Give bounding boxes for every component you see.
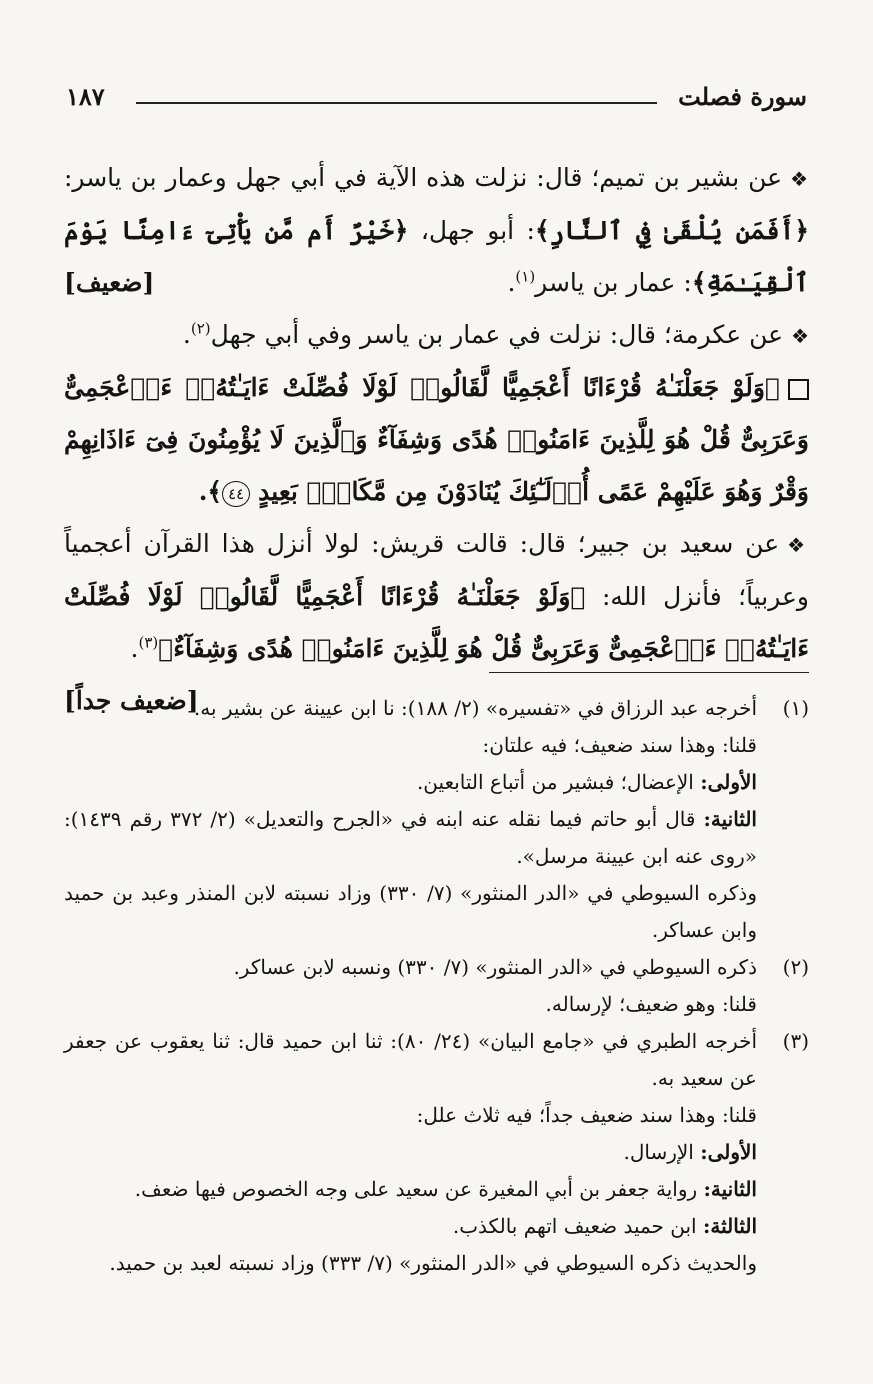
- narration-text: : عمار بن ياسر: [535, 268, 692, 297]
- sentence-end: .: [507, 268, 516, 297]
- footnote-line: [64, 801, 757, 875]
- quran-quote: ﴿وَلَوْ جَعَلْنَـٰهُ قُرْءَانًا أَعْجَمِيًّا لَّقَالُوا۟ لَوْلَا فُصِّلَتْ ءَايَـٰتُهُۥٓ ءَا۬عْجَمِىٌّ وَعَرَبِىٌّ قُلْ هُوَ لِلَّذِينَ ءَامَنُوا۟ هُدًى وَشِفَآءٌ﴾: [64, 582, 809, 663]
- narration-text: عن عكرمة؛ قال: نزلت في عمار بن ياسر وفي أبي جهل: [210, 320, 784, 349]
- footnote-line: [64, 1245, 757, 1282]
- verse-text: ﴿وَلَوْ جَعَلْنَـٰهُ قُرْءَانًا أَعْجَمِيًّا لَّقَالُوا۟ لَوْلَا فُصِّلَتْ ءَايَـٰتُهُۥٓ ءَا۬عْجَمِىٌّ وَعَرَبِىٌّ قُلْ هُوَ لِلَّذِينَ ءَامَنُوا۟ هُدًى وَشِفَآءٌ وَٱلَّذِينَ لَا يُؤْمِنُونَ فِىٓ ءَاذَانِهِمْ وَقْرٌ وَهُوَ عَلَيْهِمْ عَمًى أُو۟لَـٰٓئِكَ يُنَادَوْنَ مِن مَّكَانٍۭ بَعِيدٍ: [64, 373, 809, 506]
- hadith-paragraph: [64, 152, 809, 309]
- narration-text: : أبو جهل،: [408, 216, 535, 245]
- narration-text: عن سعيد بن جبير؛ قال: قالت قريش: لولا أنزل هذا القرآن أعجمياً وعربياً؛ فأنزل الله:: [64, 529, 809, 611]
- footnote-line: [64, 1023, 757, 1097]
- footnote-text: الإرسال.: [623, 1140, 701, 1164]
- footnote-label: الأولى:: [700, 770, 757, 794]
- footnote-text: رواية جعفر بن أبي المغيرة عن سعيد على وجه الخصوص فيها ضعف.: [134, 1177, 704, 1201]
- narration-text: عن بشير بن تميم؛ قال: نزلت هذه الآية في أبي جهل وعمار بن ياسر:: [64, 163, 783, 192]
- page-number: ١٨٧: [66, 82, 105, 111]
- footnote-text: الإعضال؛ فبشير من أتباع التابعين.: [416, 770, 701, 794]
- footnote-number: (١): [782, 696, 809, 720]
- hadith-grade: [ضعيف]: [64, 268, 155, 297]
- footnote-number: (٢): [782, 955, 809, 979]
- footnote-label: الثالثة:: [702, 1214, 757, 1238]
- footnote-ref: (٣): [138, 633, 159, 652]
- hadith-grade: [ضعيف جداً]: [64, 686, 199, 715]
- sentence-end: .: [130, 634, 139, 663]
- footnote-text: أخرجه الطبري في «جامع البيان» (٢٤/ ٨٠): ثنا ابن حميد قال: ثنا يعقوب عن جعفر عن سعيد به.: [64, 1029, 757, 1090]
- footnote: [64, 1023, 809, 1282]
- footnote-label: الأولى:: [700, 1140, 757, 1164]
- surah-title: سورة فصلت: [678, 82, 807, 111]
- quran-quote: ﴿خَيْرٌ أَم مَّن يَأْتِىٓ ءَامِنًا يَوْمَ ٱلْقِيَـٰمَةِ﴾: [64, 216, 809, 297]
- quran-quote: ﴿أَفَمَن يُلْقَىٰ فِي ٱلنَّارِ﴾: [534, 216, 809, 245]
- footnote-line: [64, 949, 757, 986]
- footnote-label: الثانية:: [703, 1177, 757, 1201]
- footnote-text: ذكره السيوطي في «الدر المنثور» (٧/ ٣٣٠) ونسبه لابن عساكر.: [233, 955, 757, 979]
- hadith-paragraph: [64, 309, 809, 362]
- footnote-text: أخرجه عبد الرزاق في «تفسيره» (٢/ ١٨٨): نا ابن عيينة عن بشير به.: [193, 696, 757, 720]
- footnote-text: ابن حميد ضعيف اتهم بالكذب.: [452, 1214, 703, 1238]
- footnote-text: قلنا: وهذا سند ضعيف؛ فيه علتان:: [482, 733, 757, 757]
- footnote-text: قال أبو حاتم فيما نقله عنه ابنه في «الجرح والتعديل» (٢/ ٣٧٢ رقم ١٤٣٩): «روى عنه ابن عيينة مرسل».: [64, 807, 757, 868]
- footnote-label: الثانية:: [703, 807, 757, 831]
- header-rule: [136, 102, 657, 104]
- footnote-text: والحديث ذكره السيوطي في «الدر المنثور» (٧/ ٣٣٣) وزاد نسبته لعبد بن حميد.: [109, 1251, 757, 1275]
- footnote-line: [64, 1134, 757, 1171]
- footnote: [64, 949, 809, 1023]
- footnote-separator: [489, 672, 809, 673]
- main-text: [64, 152, 809, 727]
- footnote: [64, 690, 809, 949]
- footnote-text: وذكره السيوطي في «الدر المنثور» (٧/ ٣٣٠) وزاد نسبته لابن المنذر وعبد بن حميد وابن عساكر.: [64, 881, 757, 942]
- footnote-text: قلنا: وهذا سند ضعيف جداً؛ فيه ثلاث علل:: [416, 1103, 757, 1127]
- footnote-ref: (٢): [190, 319, 211, 338]
- footnote-line: [64, 875, 757, 949]
- footnote-line: [64, 1208, 757, 1245]
- bullet-icon: ❖: [791, 324, 809, 348]
- footnote-line: [64, 986, 757, 1023]
- quran-verse-block: [64, 362, 809, 518]
- footnote-ref: (١): [515, 267, 536, 286]
- page-header: [66, 82, 807, 122]
- footnote-number: (٣): [782, 1029, 809, 1053]
- footnote-line: [64, 1097, 757, 1134]
- footnotes: [64, 690, 809, 1282]
- verse-box-icon: [788, 379, 809, 400]
- footnote-line: [64, 1171, 757, 1208]
- ayah-number-icon: ٤٤: [222, 481, 250, 507]
- verse-close: ﴾.: [198, 477, 223, 506]
- sentence-end: .: [182, 320, 191, 349]
- footnote-text: قلنا: وهو ضعيف؛ لإرساله.: [545, 992, 757, 1016]
- footnote-line: [64, 727, 757, 764]
- bullet-icon: ❖: [787, 533, 809, 557]
- footnote-line: [64, 690, 757, 727]
- bullet-icon: ❖: [790, 167, 809, 191]
- footnote-line: [64, 764, 757, 801]
